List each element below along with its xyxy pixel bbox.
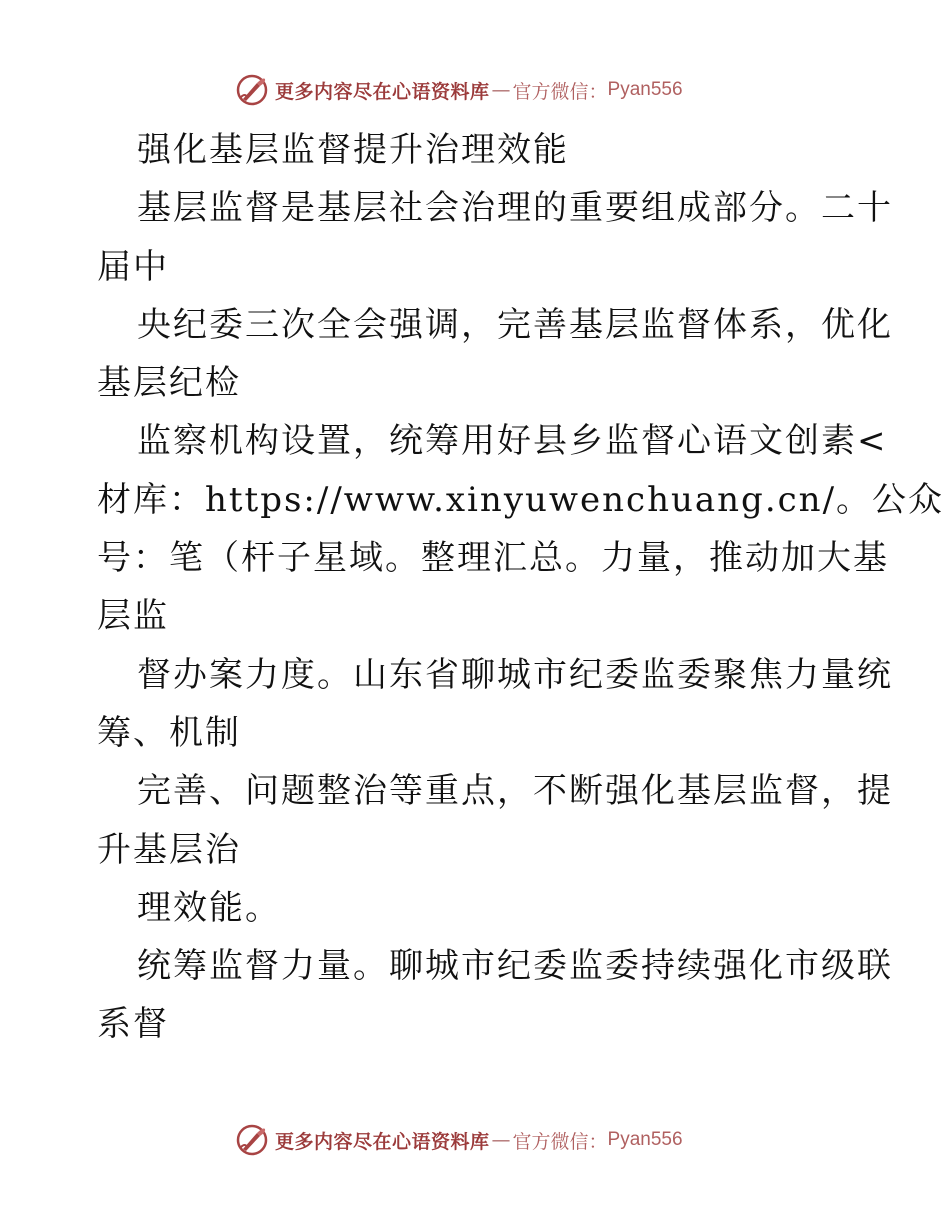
- banner-dash: —: [491, 1129, 511, 1151]
- document-body: [97, 121, 945, 1054]
- quill-pen-logo-icon: [235, 1123, 269, 1157]
- header-banner: [235, 72, 683, 108]
- paragraph-line: 层监: [97, 596, 169, 637]
- paragraph-line: 理效能。: [137, 887, 281, 928]
- paragraph-line: 监察机构设置，统筹用好县乡监督心语文创素<: [137, 421, 888, 462]
- banner-title: 更多内容尽在心语资料库: [275, 80, 490, 103]
- paragraph-line: 材库：https://www.xinyuwenchuang.cn/。公众: [97, 479, 945, 520]
- banner-dash: —: [491, 79, 511, 101]
- paragraph-line: 升基层治: [97, 829, 241, 870]
- paragraph-line: 号：笔（杆子星域。整理汇总。力量，推动加大基: [97, 538, 889, 579]
- quill-pen-logo-icon: [235, 73, 269, 107]
- paragraph-line: 完善、问题整治等重点，不断强化基层监督，提: [137, 771, 893, 812]
- banner-title: 更多内容尽在心语资料库: [275, 1130, 490, 1153]
- paragraph-line: 系督: [97, 1004, 169, 1045]
- paragraph-line: 央纪委三次全会强调，完善基层监督体系，优化: [137, 304, 893, 345]
- document-title: 强化基层监督提升治理效能: [137, 130, 569, 170]
- paragraph-line: 督办案力度。山东省聊城市纪委监委聚焦力量统: [137, 654, 893, 695]
- paragraph-line: 基层纪检: [97, 363, 241, 404]
- paragraph-line: 届中: [97, 246, 169, 287]
- paragraph-line: 筹、机制: [97, 712, 241, 753]
- footer-banner: [235, 1122, 683, 1158]
- paragraph-line: 统筹监督力量。聊城市纪委监委持续强化市级联: [137, 946, 893, 987]
- banner-wechat-label: 官方微信：: [512, 1130, 608, 1153]
- banner-wechat-label: 官方微信：: [512, 80, 608, 103]
- paragraph-line: 基层监督是基层社会治理的重要组成部分。二十: [137, 188, 893, 229]
- banner-wechat-id: Pyan556: [607, 79, 683, 100]
- banner-wechat-id: Pyan556: [607, 1129, 683, 1150]
